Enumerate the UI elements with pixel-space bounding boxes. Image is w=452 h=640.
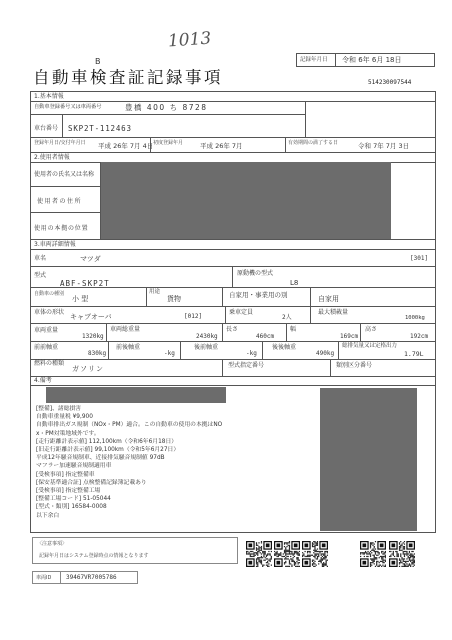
length-label: 長さ	[226, 326, 239, 333]
vehicle-weight-label: 車両重量	[34, 327, 59, 334]
chassis-label: 車台番号	[34, 125, 59, 132]
engine-label: 原動機の型式	[237, 270, 274, 277]
body-value: キャブオーバ	[70, 313, 112, 321]
remarks-line: [保安基準適合証] 点検整備記録簿記載あり	[36, 479, 147, 486]
qr-code-4	[360, 541, 386, 567]
capacity-label: 乗車定員	[229, 309, 254, 316]
reg-number-value: 豊橋 400 ち 8728	[125, 103, 208, 112]
front-front-axle-value: 830kg	[88, 350, 107, 357]
redacted-user-info	[101, 162, 391, 239]
model-label: 型式	[34, 272, 47, 279]
use-value: 貨物	[167, 295, 181, 303]
reg-number-label: 自動車登録番号又は車両番号	[34, 104, 102, 110]
engine-value: L8	[290, 279, 299, 287]
redacted-remarks-right	[320, 388, 417, 531]
use-label: 用途	[149, 289, 161, 295]
private-value: 自家用	[318, 295, 339, 303]
maker-code: [301]	[410, 255, 429, 262]
notice-box	[32, 537, 238, 564]
remarks-line: [整備]、諸総損害	[36, 406, 82, 412]
remarks-line: マフラー加速騒音規制適用車	[36, 463, 112, 470]
body-label: 車体の形状	[34, 309, 65, 316]
rear-front-axle-label: 後前軸重	[194, 344, 219, 351]
handwritten-number: 1013	[167, 28, 212, 52]
type-designation-label: 型式指定番号	[228, 362, 265, 369]
remarks-line: 以下余白	[36, 512, 60, 519]
displacement-value: 1.79L	[404, 350, 424, 358]
capacity-value: 2人	[282, 314, 292, 321]
displacement-label: 総排気量又は定格出力	[342, 343, 398, 349]
remarks-line: 自動車排出ガス規制（NOx・PM）適合。この自動車の使用の本拠はNO	[36, 422, 223, 429]
body-code: [012]	[184, 313, 203, 320]
remarks-line: [走行距離計表示値] 112,100km（令和6年6月18日）	[36, 438, 178, 445]
remarks-line: [型式・類別] 16584-0008	[36, 504, 107, 511]
section-vehicle-heading: 3.車両詳細情報	[34, 241, 76, 248]
height-value: 192cm	[410, 333, 429, 340]
car-id-value: 39467VR7005786	[66, 574, 117, 581]
record-date-box	[296, 53, 435, 67]
remarks-line: [受検事項] 指定整備車	[36, 471, 95, 478]
height-label: 高さ	[365, 326, 378, 333]
remarks-line: 自動車重量税 ¥9,900	[36, 414, 93, 421]
user-name-label: 使用者の氏名又は名称	[34, 171, 95, 178]
private-label: 自家用・事業用の別	[229, 291, 288, 299]
width-label: 幅	[290, 326, 297, 333]
record-date-label: 記録年月日	[300, 57, 328, 63]
max-load-label: 最大積載量	[318, 309, 349, 316]
first-reg-label: 登録年月日/交付年月日	[34, 140, 86, 146]
remarks-block	[36, 405, 222, 520]
maker-label: 車名	[34, 255, 47, 262]
max-load-value: 1000kg	[405, 315, 425, 321]
section-user-heading: 2.使用者情報	[34, 154, 70, 161]
qr-code-1	[246, 541, 272, 567]
notice-text: 記録年月日はシステム登録時点の情報となります	[39, 553, 149, 559]
expiry-label: 有効期間の満了する日	[288, 140, 339, 146]
front-front-axle-label: 前前軸重	[34, 344, 59, 351]
chassis-value: SKP2T-112463	[68, 124, 132, 133]
car-id-label: 車両ID	[36, 575, 52, 581]
remarks-line: [整備工場コード] 51-05044	[36, 496, 111, 503]
car-id-box	[32, 571, 138, 584]
first-reg-value: 平成 26年 7月 4日	[98, 142, 154, 150]
section-remarks-heading: 4.備考	[34, 377, 52, 384]
user-address-label: 使用者の住所	[37, 198, 83, 205]
page-title: 自動車検査証記録事項	[33, 68, 223, 87]
category-label: 類別区分番号	[336, 362, 373, 369]
gross-weight-value: 2430kg	[196, 333, 218, 340]
serial-number: 514230097544	[368, 79, 412, 86]
remarks-line: [旧走行距離計表示値] 99,100km（令和5年6月27日）	[36, 447, 180, 454]
notice-title: 〈注意事項〉	[37, 541, 68, 547]
record-date-value: 令和 6年 6月 18日	[342, 56, 402, 64]
front-rear-axle-label: 前後軸重	[116, 344, 141, 351]
rear-rear-axle-value: 490kg	[316, 350, 335, 357]
kind-label: 自動車の種別	[34, 291, 65, 297]
qr-code-5	[389, 541, 415, 567]
first-year-value: 平成 26年 7月	[200, 142, 243, 150]
length-value: 460cm	[256, 333, 275, 340]
rear-front-axle-value: -kg	[246, 350, 257, 357]
base-location-label: 使用の本拠の位置	[34, 225, 89, 232]
gross-weight-label: 車両総重量	[110, 326, 141, 333]
expiry-value: 令和 7年 7月 3日	[358, 142, 410, 150]
remarks-line: 平成12年騒音規制車、近接排気騒音規制値 97dB	[36, 455, 165, 462]
qr-code-2	[274, 541, 300, 567]
kind-value: 小 型	[72, 295, 89, 303]
fuel-value: ガソリン	[72, 365, 104, 373]
maker-value: マツダ	[80, 255, 101, 263]
front-rear-axle-value: -kg	[164, 350, 175, 357]
width-value: 169cm	[340, 333, 359, 340]
redacted-remarks-top	[46, 387, 226, 403]
qr-code-3	[302, 541, 328, 567]
model-value: ABF-SKP2T	[60, 279, 110, 288]
remarks-line: [受検事項] 指定整備工場	[36, 488, 101, 495]
first-year-label: 初度登録年月	[153, 140, 184, 146]
rear-rear-axle-label: 後後軸重	[272, 344, 297, 351]
section-basic-heading: 1.基本情報	[34, 93, 64, 100]
vehicle-weight-value: 1320kg	[82, 333, 104, 340]
doc-letter: B	[95, 57, 101, 66]
fuel-label: 燃料の種類	[34, 360, 65, 367]
remarks-line: x・PM対策地域外です。	[36, 430, 100, 437]
